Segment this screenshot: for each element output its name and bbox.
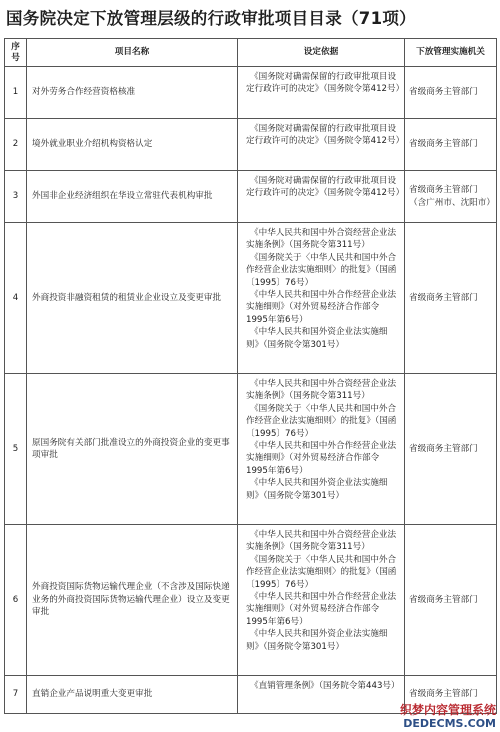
basis-law: 《中华人民共和国中外合资经营企业法实施条例》（国务院令第311号）	[246, 228, 397, 251]
row-no: 3	[5, 171, 27, 223]
row-name: 原国务院有关部门批准设立的外商投资企业的变更事项审批	[27, 374, 238, 525]
table-row	[5, 525, 497, 676]
row-no: 1	[5, 67, 27, 119]
basis-law: 《直销管理条例》（国务院令第443号）	[250, 681, 400, 691]
row-basis	[238, 67, 405, 119]
table-row	[5, 223, 497, 374]
row-agency: 省级商务主管部门	[405, 223, 497, 374]
row-basis	[238, 525, 405, 676]
basis-law: 《中华人民共和国中外合资经营企业法实施条例》（国务院令第311号）	[246, 379, 397, 402]
basis-law: 《国务院关于〈中华人民共和国中外合作经营企业法实施细则〉的批复》（国函〔1995〕76号）	[246, 252, 397, 288]
row-name: 外商投资非融资租赁的租赁业企业设立及变更审批	[27, 223, 238, 374]
basis-law: 《中华人民共和国中外合作经营企业法实施细则》（对外贸易经济合作部令1995年第6号）	[246, 290, 397, 325]
row-basis	[238, 223, 405, 374]
basis-law: 《中华人民共和国中外合作经营企业法实施细则》（对外贸易经济合作部令1995年第6号）	[246, 441, 397, 476]
table-row	[5, 171, 497, 223]
basis-law: 《国务院对确需保留的行政审批项目设定行政许可的决定》（国务院令第412号）	[246, 124, 405, 147]
basis-law: 《国务院对确需保留的行政审批项目设定行政许可的决定》（国务院令第412号）	[246, 72, 405, 95]
approval-items-table	[4, 38, 497, 714]
table-row	[5, 119, 497, 171]
row-no: 2	[5, 119, 27, 171]
row-no: 5	[5, 374, 27, 525]
table-row	[5, 374, 497, 525]
watermark-line2: DEDECMS.COM	[403, 717, 496, 730]
header-name: 项目名称	[27, 39, 238, 67]
row-basis	[238, 374, 405, 525]
row-basis	[238, 171, 405, 223]
basis-law: 《中华人民共和国外资企业法实施细则》（国务院令第301号）	[246, 629, 388, 652]
basis-law: 《中华人民共和国中外合资经营企业法实施条例》（国务院令第311号）	[246, 530, 397, 553]
watermark-line1: 织梦内容管理系统	[399, 703, 496, 717]
row-name: 外商投资国际货物运输代理企业（不含涉及国际快递业务的外商投资国际货物运输代理企业）设立及变更审批	[27, 525, 238, 676]
row-name: 直销企业产品说明重大变更审批	[27, 676, 238, 714]
row-no: 6	[5, 525, 27, 676]
row-agency: 省级商务主管部门	[405, 525, 497, 676]
table-row	[5, 67, 497, 119]
row-agency: 省级商务主管部门	[405, 676, 497, 714]
row-basis	[238, 676, 405, 714]
basis-law: 《国务院对确需保留的行政审批项目设定行政许可的决定》（国务院令第412号）	[246, 176, 405, 199]
basis-law: 《中华人民共和国中外合作经营企业法实施细则》（对外贸易经济合作部令1995年第6号）	[246, 592, 397, 627]
header-basis: 设定依据	[238, 39, 405, 67]
table-header-row	[5, 39, 497, 67]
basis-law: 《国务院关于〈中华人民共和国中外合作经营企业法实施细则〉的批复》（国函〔1995〕76号）	[246, 403, 397, 439]
basis-law: 《中华人民共和国外资企业法实施细则》（国务院令第301号）	[246, 327, 388, 350]
row-basis	[238, 119, 405, 171]
page-title: 国务院决定下放管理层级的行政审批项目目录（71项）	[6, 9, 416, 28]
row-no: 4	[5, 223, 27, 374]
row-name: 外国非企业经济组织在华设立常驻代表机构审批	[27, 171, 238, 223]
header-no: 序号	[5, 39, 27, 67]
row-agency: 省级商务主管部门	[405, 67, 497, 119]
row-agency: 省级商务主管部门（含广州市、沈阳市）	[405, 171, 497, 223]
site-watermark	[400, 703, 496, 730]
row-name: 对外劳务合作经营资格核准	[27, 67, 238, 119]
row-no: 7	[5, 676, 27, 714]
basis-law: 《中华人民共和国外资企业法实施细则》（国务院令第301号）	[246, 478, 388, 501]
row-agency: 省级商务主管部门	[405, 374, 497, 525]
basis-law: 《国务院关于〈中华人民共和国中外合作经营企业法实施细则〉的批复》（国函〔1995〕76号）	[246, 554, 397, 590]
row-agency: 省级商务主管部门	[405, 119, 497, 171]
header-agency: 下放管理实施机关	[405, 39, 497, 67]
row-name: 境外就业职业介绍机构资格认定	[27, 119, 238, 171]
